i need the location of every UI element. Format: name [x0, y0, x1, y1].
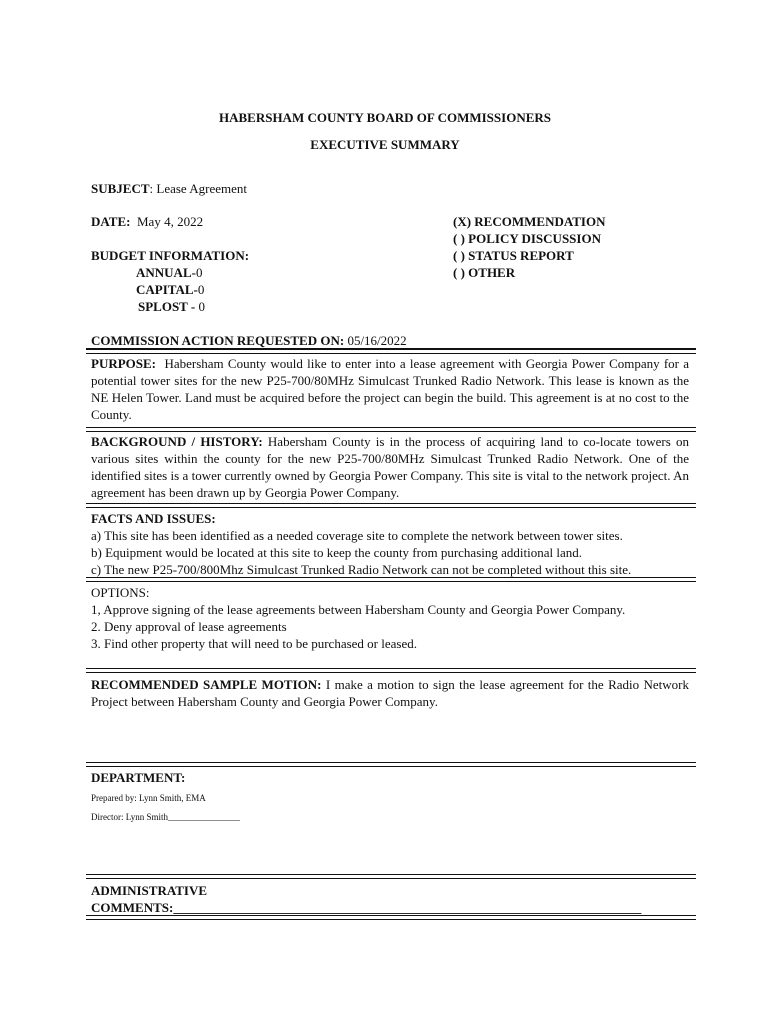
subject-value: : Lease Agreement	[149, 181, 247, 196]
motion-section	[91, 676, 689, 710]
options-section	[91, 584, 691, 652]
capital-label: CAPITAL-	[136, 282, 198, 297]
divider	[86, 668, 696, 673]
date-line	[91, 213, 203, 230]
org-heading: HABERSHAM COUNTY BOARD OF COMMISSIONERS	[218, 110, 551, 125]
divider	[86, 427, 696, 432]
background-label: BACKGROUND / HISTORY:	[91, 434, 263, 449]
date-value: May 4, 2022	[136, 214, 204, 229]
admin-label-line2: COMMENTS:	[91, 900, 174, 915]
capital-value: 0	[197, 282, 205, 297]
divider	[86, 503, 696, 508]
subject-line	[91, 180, 247, 197]
date-label: DATE:	[91, 214, 131, 229]
annual-value: 0	[195, 265, 203, 280]
facts-item-b: b) Equipment would be located at this site to keep the county from purchasing additional land.	[91, 545, 582, 560]
admin-comments-blank: ________________________________________________________________________	[173, 900, 642, 915]
facts-label: FACTS AND ISSUES:	[91, 511, 216, 526]
background-section	[91, 433, 689, 501]
budget-splost	[138, 298, 205, 315]
options-item-2: 2. Deny approval of lease agreements	[91, 619, 287, 634]
admin-label-line1: ADMINISTRATIVE	[91, 883, 208, 898]
commission-action-line	[91, 332, 407, 349]
annual-label: ANNUAL-	[136, 265, 196, 280]
director-signature-line: Director: Lynn Smith________________	[91, 812, 240, 822]
facts-item-a: a) This site has been identified as a needed coverage site to complete the network between tower sites.	[91, 528, 623, 543]
option-status-report: ( ) STATUS REPORT	[453, 248, 574, 263]
facts-item-c: c) The new P25-700/800Mhz Simulcast Trunked Radio Network can not be completed without this site.	[91, 562, 632, 577]
document-title: EXECUTIVE SUMMARY	[310, 137, 460, 152]
motion-text: I make a motion to sign the lease agreement for the Radio Network Project between Habersham County and Georgia Power Company.	[91, 677, 689, 709]
motion-label: RECOMMENDED SAMPLE MOTION:	[91, 677, 322, 692]
divider	[86, 577, 696, 582]
options-label: OPTIONS:	[91, 585, 150, 600]
background-text: Habersham County is in the process of acquiring land to co-locate towers on various sites within the county for the new P25-700/80MHz Simulcast Trunked Radio Network. One of the identified sites is a tower currently owned by Georgia Power Company. This site is vital to the network project. An agreement has been drawn up by Georgia Power Company.	[91, 434, 689, 500]
summary-type-options	[453, 213, 606, 281]
divider	[86, 915, 696, 920]
purpose-section	[91, 355, 689, 423]
option-policy-discussion: ( ) POLICY DISCUSSION	[453, 231, 601, 246]
options-item-3: 3. Find other property that will need to be purchased or leased.	[91, 636, 417, 651]
budget-annual	[136, 264, 202, 281]
purpose-label: PURPOSE:	[91, 356, 156, 371]
purpose-text: Habersham County would like to enter into a lease agreement with Georgia Power Company for a potential tower sites for the new P25-700/80MHz Simulcast Trunked Radio Network. This lease is known as the NE Helen Tower. Land must be acquired before the project can begin the build. This agreement is at no cost to the County.	[91, 356, 690, 422]
commission-action-label: COMMISSION ACTION REQUESTED ON:	[91, 333, 345, 348]
admin-comments-line	[91, 899, 691, 916]
option-other: ( ) OTHER	[453, 265, 516, 280]
splost-label: SPLOST -	[138, 299, 196, 314]
divider	[86, 762, 696, 767]
prepared-by: Prepared by: Lynn Smith, EMA	[91, 793, 206, 803]
department-label: DEPARTMENT:	[91, 770, 186, 785]
commission-action-date: 05/16/2022	[347, 333, 407, 348]
splost-value: 0	[198, 299, 205, 314]
option-recommendation: (X) RECOMMENDATION	[453, 214, 606, 229]
subject-label: SUBJECT	[91, 181, 150, 196]
options-item-1: 1, Approve signing of the lease agreements between Habersham County and Georgia Power Company.	[91, 602, 626, 617]
divider	[86, 874, 696, 879]
facts-section	[91, 510, 691, 578]
divider	[86, 348, 696, 354]
budget-capital	[136, 281, 204, 298]
budget-label: BUDGET INFORMATION:	[91, 248, 250, 263]
